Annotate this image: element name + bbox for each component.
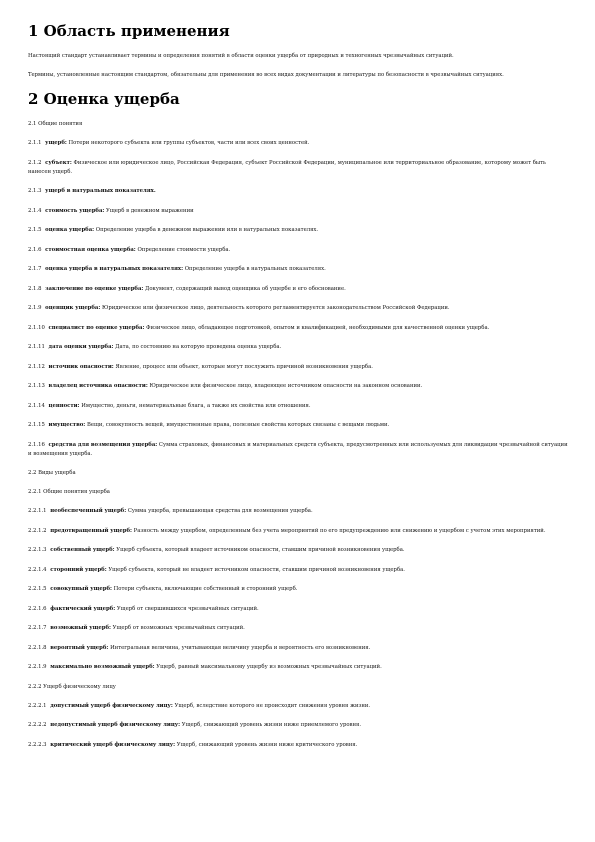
term-text: Ущерб от возможных чрезвычайных ситуаций.	[112, 625, 245, 631]
term-number: 2.1.4	[28, 207, 42, 214]
term-name: средства для возмещения ущерба:	[48, 441, 158, 448]
term-number: 2.2.2.1	[28, 702, 47, 709]
term-text: Ущерб, равный максимальному ущербу из возможных чрезвычайных ситуаций.	[156, 664, 382, 670]
term-name: оценка ущерба:	[45, 227, 95, 233]
term-name: возможный ущерб:	[50, 625, 111, 631]
term-number: 2.2.1.6	[28, 605, 47, 612]
term-definition	[28, 546, 568, 555]
term-text: Определение ущерба в натуральных показателях.	[184, 266, 326, 272]
term-definition	[28, 721, 568, 730]
subsection-2-1-heading: 2.1 Общие понятия	[28, 121, 83, 127]
term-text: Ущерб, снижающий уровень жизни ниже приемлемого уровня.	[181, 722, 362, 728]
term-name: оценщик ущерба:	[45, 305, 101, 311]
term-number: 2.1.10	[28, 324, 45, 331]
term-definition	[28, 644, 568, 653]
term-text: Разность между ущербом, определенным без учета мероприятий по его предупреждению или снижению и ущербом с учетом этих мероприятий.	[133, 527, 546, 534]
term-number: 2.2.2.2	[28, 722, 47, 728]
subsection-2-2-2-heading: 2.2.2 Ущерб физическому лицу	[28, 683, 116, 690]
term-definition	[28, 265, 568, 274]
term-number: 2.1.12	[28, 363, 45, 370]
term-definition	[28, 702, 568, 711]
term-number: 2.2.1.7	[28, 625, 47, 631]
term-number: 2.1.6	[28, 246, 42, 253]
term-number: 2.1.7	[28, 266, 42, 272]
term-list-2-2-2	[28, 702, 568, 750]
term-name: владелец источника опасности:	[48, 383, 148, 389]
term-list-2-2-1	[28, 507, 568, 672]
term-name: оценка ущерба в натуральных показателях:	[45, 266, 184, 272]
term-name: предотвращенный ущерб:	[50, 527, 132, 534]
term-number: 2.1.3	[28, 188, 42, 194]
term-text: Имущество, деньги, нематериальные блага, а также их свойства или отношения.	[81, 402, 311, 409]
term-name: стоимостная оценка ущерба:	[45, 246, 136, 253]
term-definition	[28, 304, 568, 313]
intro-paragraph-2: Термины, установленные настоящим стандартом, обязательны для применения во всех видах документации и литературы по безопасности в чрезвычайных ситуациях.	[28, 72, 504, 78]
term-definition	[28, 624, 568, 633]
term-name: стоимость ущерба:	[45, 207, 105, 214]
term-definition	[28, 585, 568, 594]
term-name: недопустимый ущерб физическому лицу:	[50, 722, 181, 728]
term-name: допустимый ущерб физическому лицу:	[50, 702, 173, 709]
term-number: 2.1.14	[28, 402, 45, 409]
term-name: вероятный ущерб:	[50, 644, 109, 651]
term-definition	[28, 527, 568, 536]
term-text: Явление, процесс или объект, которые могут послужить причиной возникновения ущерба.	[115, 363, 373, 370]
term-number: 2.2.2.3	[28, 741, 47, 748]
term-name: источник опасности:	[48, 363, 114, 370]
term-text: Определение стоимости ущерба.	[137, 246, 231, 253]
term-number: 2.2.1.1	[28, 508, 47, 514]
term-name: совокупный ущерб:	[50, 586, 112, 592]
term-number: 2.1.16	[28, 441, 45, 448]
term-text: Документ, содержащий вывод оценщика об ущербе и его обоснование.	[145, 285, 346, 292]
term-number: 2.2.1.3	[28, 547, 47, 553]
term-definition	[28, 382, 568, 391]
term-text: Вещи, совокупность вещей, имущественные права, полезные свойства которых связаны с вещами людьми.	[86, 422, 390, 428]
term-number: 2.2.1.8	[28, 644, 47, 651]
term-definition	[28, 343, 568, 352]
term-number: 2.1.1	[28, 140, 42, 146]
term-text: Дата, по состоянию на которую проведена оценка ущерба.	[115, 344, 282, 350]
term-text: Сумма ущерба, превышающая средства для возмещения ущерба.	[127, 508, 313, 514]
term-number: 2.1.2	[28, 159, 42, 166]
term-definition	[28, 507, 568, 516]
term-number: 2.1.13	[28, 383, 45, 389]
term-text: Интегральная величина, учитывающая величину ущерба и вероятность его возникновения.	[110, 644, 371, 651]
term-name: собственный ущерб:	[50, 547, 115, 553]
term-definition	[28, 207, 568, 216]
term-text: Физическое лицо, обладающее подготовкой, опытом и квалификацией, необходимыми для качественной оценки ущерба.	[146, 324, 490, 331]
term-text: Потери некоторого субъекта или группы субъектов, части или всех своих ценностей.	[68, 140, 310, 146]
term-text: Ущерб, вследствие которого не происходит снижения уровня жизни.	[174, 702, 371, 709]
term-definition	[28, 441, 568, 459]
term-number: 2.2.1.2	[28, 527, 47, 534]
term-definition	[28, 187, 568, 196]
term-definition	[28, 566, 568, 575]
term-number: 2.1.5	[28, 227, 42, 233]
term-number: 2.1.11	[28, 344, 45, 350]
subsection-2-2-heading: 2.2 Виды ущерба	[28, 470, 76, 476]
term-text: Ущерб от свершившихся чрезвычайных ситуаций.	[116, 605, 259, 612]
term-name: фактический ущерб:	[50, 605, 116, 612]
term-text: Юридическое или физическое лицо, деятельность которого регламентируется законодательством Российской Федерации.	[102, 305, 450, 311]
term-definition	[28, 139, 568, 148]
term-number: 2.1.9	[28, 305, 42, 311]
term-definition	[28, 741, 568, 750]
term-name: ценности:	[48, 402, 80, 409]
term-definition	[28, 421, 568, 430]
term-text: Ущерб в денежном выражении	[106, 207, 194, 214]
term-definition	[28, 402, 568, 411]
section-1-body	[28, 52, 568, 80]
term-number: 2.2.1.5	[28, 586, 47, 592]
term-name: ущерб:	[45, 140, 67, 146]
term-definition	[28, 159, 568, 177]
term-name: ущерб в натуральных показателях.	[45, 188, 156, 194]
document-page	[28, 18, 568, 760]
intro-paragraph-1: Настоящий стандарт устанавливает термины и определения понятий в области оценки ущерба от природных и техногенных чрезвычайных ситуаций.	[28, 53, 454, 59]
term-name: сторонний ущерб:	[50, 566, 107, 573]
section-2-heading: 2 Оценка ущерба	[28, 90, 180, 108]
term-text: Определение ущерба в денежном выражении или в натуральных показателях.	[95, 227, 319, 233]
term-number: 2.1.15	[28, 422, 45, 428]
term-list-2-1	[28, 139, 568, 459]
term-text: Сумма страховых, финансовых и материальных средств субъекта, предусмотренных или используемых для ликвидации чрезвычайной ситуации и возмещения ущерба.	[28, 441, 568, 457]
term-number: 2.2.1.9	[28, 664, 47, 670]
term-text: Юридическое или физическое лицо, владеющее источником опасности на законном основании.	[149, 383, 423, 389]
term-text: Ущерб субъекта, который владеет источником опасности, ставшим причиной возникновения ущерба.	[116, 547, 405, 553]
term-text: Потери субъекта, включающие собственный и сторонний ущерб.	[113, 586, 298, 592]
term-name: специалист по оценке ущерба:	[48, 324, 145, 331]
term-name: критический ущерб физическому лицу:	[50, 741, 176, 748]
subsection-2-2-1-heading: 2.2.1 Общие понятия ущерба	[28, 489, 110, 495]
term-name: субъект:	[45, 159, 72, 166]
term-definition	[28, 226, 568, 235]
term-name: дата оценки ущерба:	[48, 344, 114, 350]
term-definition	[28, 363, 568, 372]
term-definition	[28, 285, 568, 294]
term-definition	[28, 605, 568, 614]
term-name: максимально возможный ущерб:	[50, 664, 155, 670]
term-text: Физическое или юридическое лицо, Российская Федерация, субъект Российской Федерации, муниципальное или территориальное образование, которому может быть нанесен ущерб.	[28, 159, 546, 175]
term-number: 2.1.8	[28, 285, 42, 292]
section-1-heading: 1 Область применения	[28, 22, 230, 40]
term-name: заключение по оценке ущерба:	[45, 285, 144, 292]
term-text: Ущерб, снижающий уровень жизни ниже критического уровня.	[176, 741, 358, 748]
term-definition	[28, 324, 568, 333]
term-text: Ущерб субъекта, который не владеет источником опасности, ставшим причиной возникновения ущерба.	[108, 566, 405, 573]
term-definition	[28, 246, 568, 255]
term-name: имущество:	[48, 422, 86, 428]
term-name: необеспеченный ущерб:	[50, 508, 127, 514]
term-number: 2.2.1.4	[28, 566, 47, 573]
term-definition	[28, 663, 568, 672]
